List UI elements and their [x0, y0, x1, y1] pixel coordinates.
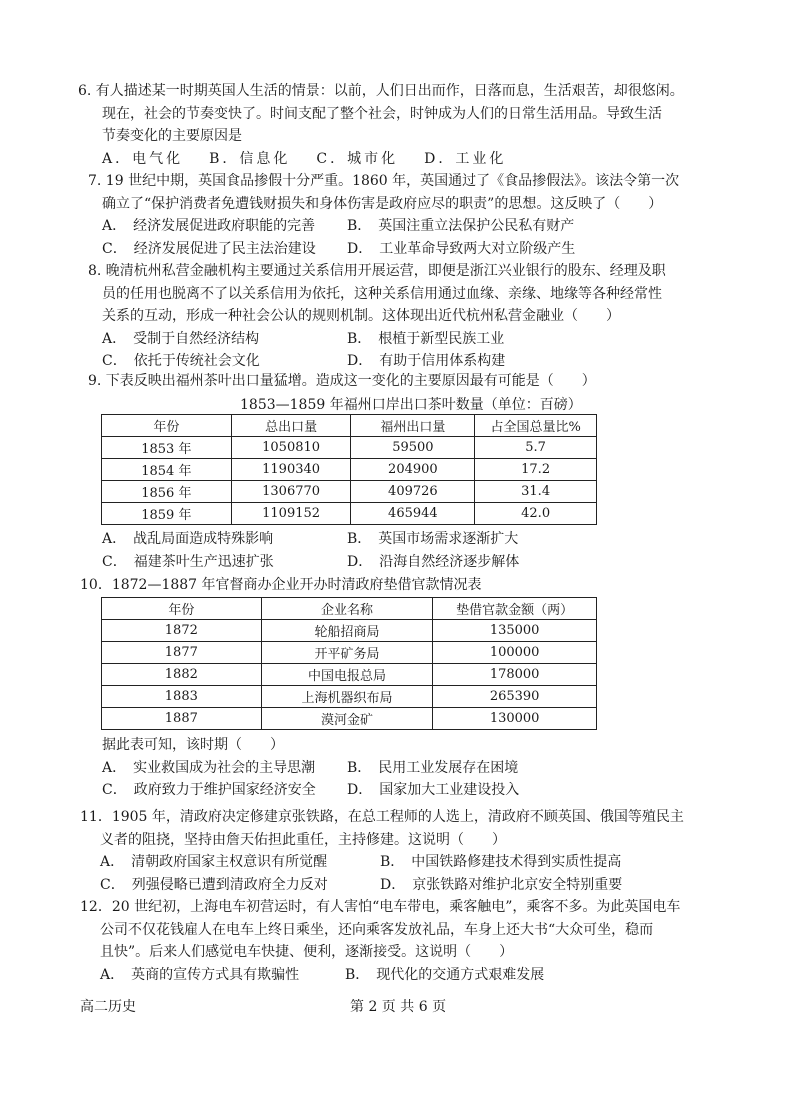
question-stem-cont: 据此表可知，该时期（ ） [102, 737, 284, 753]
option-b[interactable]: B．信息化 [209, 150, 291, 167]
table-row [102, 503, 597, 525]
question-stem: 8. 晚清杭州私营金融机构主要通过关系信用开展运营，即便是浙江兴业银行的股东、经理及职 [88, 263, 666, 279]
question-stem-cont: 节奏变化的主要原因是 [102, 128, 242, 144]
option-b[interactable]: B． 根植于新型民族工业 [347, 330, 505, 347]
option-c[interactable]: C． 依托于传统社会文化 [102, 353, 260, 369]
options-row [82, 328, 722, 351]
question-stem: 11．1905 年，清政府决定修建京张铁路，在总工程师的人选上，清政府不顾英国、俄国等殖民主 [80, 809, 684, 825]
table-cell: 42.0 [475, 503, 597, 525]
options-row [82, 215, 722, 238]
table-header: 企业名称 [261, 598, 433, 620]
options-row [82, 148, 722, 171]
option-d[interactable]: D．工业化 [424, 150, 507, 167]
question-stem: 7. 19 世纪中期，英国食品掺假十分严重。1860 年，英国通过了《食品掺假法》。该法令第一次 [88, 173, 680, 189]
table-cell: 轮船招商局 [261, 620, 433, 642]
table-row [102, 459, 597, 481]
table-header: 年份 [102, 598, 262, 620]
option-b[interactable]: B． 中国铁路修建技术得到实质性提高 [380, 854, 622, 870]
option-d[interactable]: D． 京张铁路对维护北京安全特别重要 [380, 876, 623, 893]
option-b[interactable]: B． 民用工业发展存在困境 [347, 759, 519, 776]
question-stem-cont: 确立了“保护消费者免遭钱财损失和身体伤害是政府应尽的职责”的思想。这反映了（ ） [102, 195, 663, 212]
question-10 [80, 574, 720, 597]
question-8 [82, 260, 722, 373]
table-cell: 59500 [351, 437, 475, 459]
option-b[interactable]: B． 英国注重立法保护公民私有财产 [347, 218, 575, 234]
table-header: 垫借官款金额（两） [433, 598, 597, 620]
option-a[interactable]: A． 受制于自然经济结构 [102, 330, 260, 347]
table-cell: 1856 年 [102, 481, 232, 503]
option-a[interactable]: A． 英商的宣传方式具有欺骗性 [100, 966, 300, 983]
question-stem: 9. 下表反映出福州茶叶出口量猛增。造成这一变化的主要原因最有可能是（ ） [88, 373, 596, 389]
table-cell: 1882 [102, 664, 262, 686]
option-b[interactable]: B． 英国市场需求逐渐扩大 [347, 531, 519, 547]
option-a[interactable]: A． 实业救国成为社会的主导思潮 [102, 759, 316, 776]
table-cell: 中国电报总局 [261, 664, 433, 686]
table-cell: 上海机器织布局 [261, 686, 433, 708]
options-row [82, 238, 722, 261]
option-c[interactable]: C． 列强侵略已遭到清政府全力反对 [100, 876, 328, 893]
option-c[interactable]: C． 经济发展促进了民主法治建设 [102, 240, 316, 257]
option-c[interactable]: C．城市化 [316, 150, 399, 167]
question-stem: 6. 有人描述某一时期英国人生活的情景：以前，人们日出而作，日落而息，生活艰苦，却很悠闲。 [78, 83, 684, 99]
table-row [102, 708, 597, 730]
table-cell: 178000 [433, 664, 597, 686]
loan-table [101, 597, 597, 730]
table-header: 总出口量 [231, 415, 351, 437]
table-cell: 31.4 [475, 481, 597, 503]
table-cell: 1050810 [231, 437, 351, 459]
table-cell: 开平矿务局 [261, 642, 433, 664]
table-cell: 1853 年 [102, 437, 232, 459]
table-cell: 1190340 [231, 459, 351, 481]
table-cell: 1306770 [231, 481, 351, 503]
question-9-options [82, 528, 722, 573]
option-c[interactable]: C． 福建茶叶生产迅速扩张 [102, 553, 274, 570]
question-11 [80, 806, 730, 896]
table-header-row [102, 598, 597, 620]
table-cell: 265390 [433, 686, 597, 708]
options-row [82, 779, 722, 802]
table-cell: 1883 [102, 686, 262, 708]
options-row [82, 528, 722, 551]
table-cell: 5.7 [475, 437, 597, 459]
table-row [102, 481, 597, 503]
options-row [80, 851, 730, 874]
table-cell: 1854 年 [102, 459, 232, 481]
option-d[interactable]: D． 沿海自然经济逐步解体 [347, 553, 520, 570]
options-row [82, 757, 722, 780]
question-stem-cont: 关系的互动，形成一种社会公认的规则机制。这体现出近代杭州私营金融业（ ） [102, 308, 620, 324]
question-stem-cont: 且快”。后来人们感觉电车快捷、便利，逐渐接受。这说明（ ） [100, 944, 514, 960]
table-cell: 1859 年 [102, 503, 232, 525]
option-d[interactable]: D． 国家加大工业建设投入 [347, 782, 520, 798]
table-row [102, 620, 597, 642]
question-stem-cont: 公司不仅花钱雇人在电车上终日乘坐，还向乘客发放礼品，车身上还大书“大众可坐，稳而 [100, 921, 654, 938]
option-c[interactable]: C． 政府致力于维护国家经济安全 [102, 782, 316, 798]
footer-subject: 高二历史 [80, 999, 136, 1015]
option-a[interactable]: A．电气化 [102, 150, 184, 167]
table-cell: 1872 [102, 620, 262, 642]
table-cell: 204900 [351, 459, 475, 481]
table-cell: 漠河金矿 [261, 708, 433, 730]
table-row [102, 664, 597, 686]
option-a[interactable]: A． 清朝政府国家主权意识有所觉醒 [100, 854, 328, 870]
table-cell: 409726 [351, 481, 475, 503]
table-cell: 130000 [433, 708, 597, 730]
table-row [102, 686, 597, 708]
option-b[interactable]: B． 现代化的交通方式艰难发展 [345, 966, 545, 983]
table-caption: 1853—1859 年福州口岸出口茶叶数量（单位：百磅） [240, 397, 582, 413]
option-a[interactable]: A． 经济发展促进政府职能的完善 [102, 218, 316, 234]
table-header-row [102, 415, 597, 437]
footer-page-number: 第 2 页 共 6 页 [350, 999, 447, 1015]
table-header: 年份 [102, 415, 232, 437]
table-cell: 100000 [433, 642, 597, 664]
question-stem: 12．20 世纪初，上海电车初营运时，有人害怕“电车带电，乘客触电”，乘客不多。为此英国电车 [80, 899, 681, 915]
table-cell: 1109152 [231, 503, 351, 525]
table-row [102, 437, 597, 459]
table-cell: 17.2 [475, 459, 597, 481]
table-cell: 1887 [102, 708, 262, 730]
table-cell: 135000 [433, 620, 597, 642]
table-cell: 465944 [351, 503, 475, 525]
options-row [82, 551, 722, 574]
table-header: 占全国总量比% [475, 415, 597, 437]
table-row [102, 642, 597, 664]
export-table [101, 414, 597, 525]
options-row [80, 964, 730, 987]
question-7 [82, 170, 722, 260]
question-10-options [82, 734, 722, 802]
question-stem-cont: 现在，社会的节奏变快了。时间支配了整个社会，时钟成为人们的日常生活用品。导致生活 [102, 105, 662, 122]
question-stem-cont: 员的任用也脱离不了以关系信用为依托，这种关系信用通过血缘、亲缘、地缘等各种经常性 [102, 285, 662, 302]
question-9 [82, 370, 722, 393]
question-6 [78, 80, 722, 170]
question-12 [80, 896, 730, 986]
question-stem-cont: 义者的阻挠，坚持由詹天佑担此重任，主持修建。这说明（ ） [100, 831, 506, 848]
table-header: 福州出口量 [351, 415, 475, 437]
option-a[interactable]: A． 战乱局面造成特殊影响 [102, 531, 274, 547]
option-d[interactable]: D． 工业革命导致两大对立阶级产生 [347, 240, 576, 257]
question-stem: 10．1872—1887 年官督商办企业开办时清政府垫借官款情况表 [80, 577, 482, 593]
table-cell: 1877 [102, 642, 262, 664]
option-d[interactable]: D． 有助于信用体系构建 [347, 353, 506, 369]
options-row [80, 874, 730, 897]
